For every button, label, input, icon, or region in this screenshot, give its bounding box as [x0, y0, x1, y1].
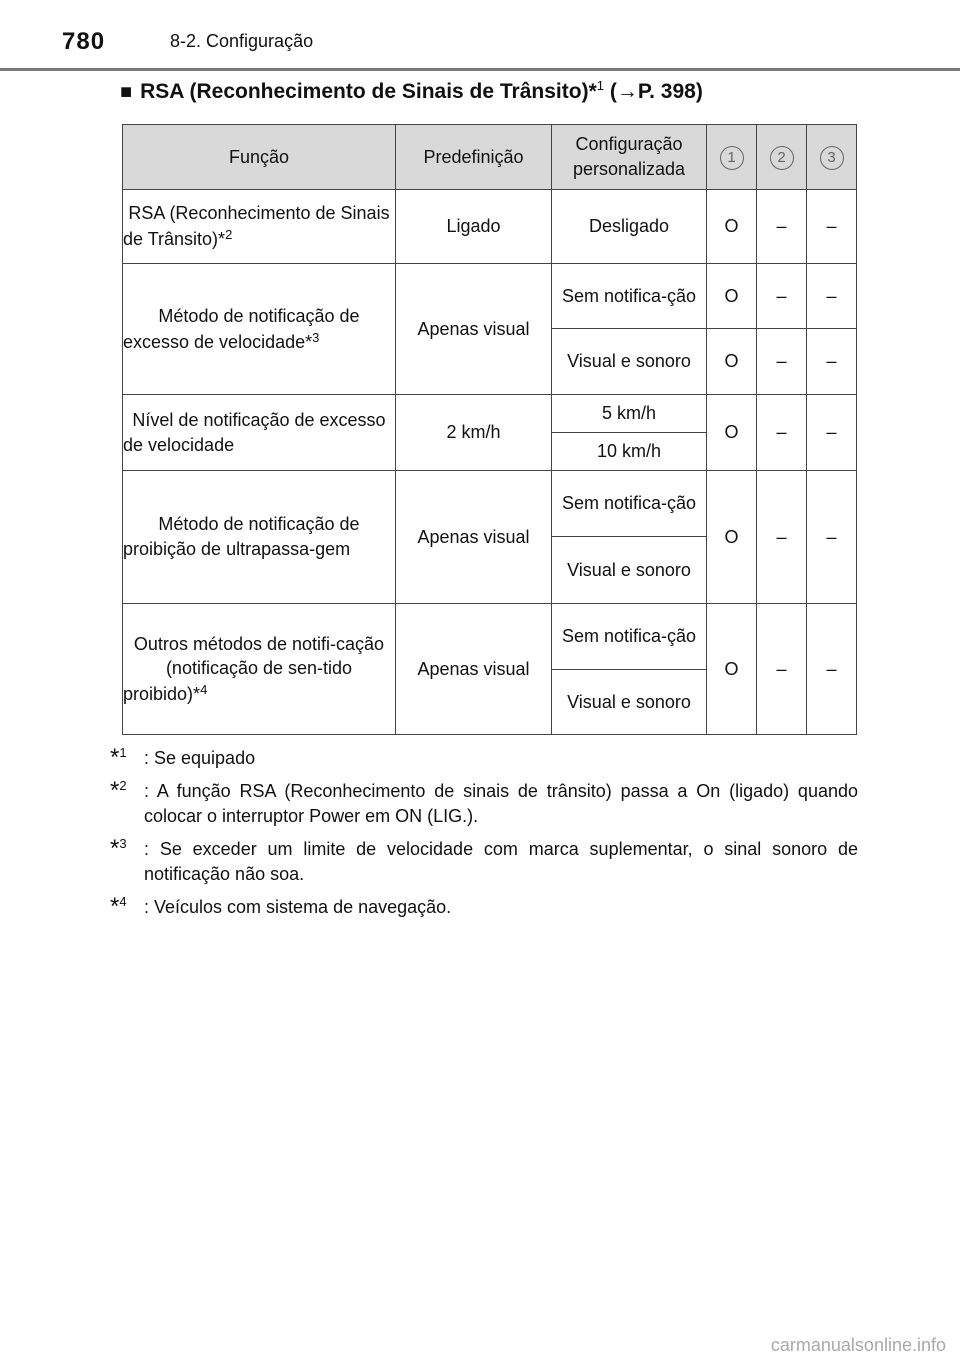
setting-1-cell: O — [707, 190, 757, 264]
row-function: Nível de notificação de excesso de velocidade — [123, 395, 396, 471]
default-value: 2 km/h — [396, 395, 552, 471]
table-row — [123, 471, 857, 537]
setting-2-cell: – — [757, 264, 807, 329]
footnote-sup: 4 — [200, 681, 208, 697]
footnote-marker — [110, 890, 127, 924]
footnote-marker — [110, 832, 127, 866]
header-setting-1 — [707, 125, 757, 190]
footnote-star: * — [110, 834, 120, 862]
footnote-sup: 3 — [312, 329, 320, 345]
function-text: Outros métodos de notifi-cação (notificação de sen-tido proibido) — [123, 633, 385, 704]
custom-value: Visual e sonoro — [552, 329, 707, 395]
header-funcao: Função — [123, 125, 396, 190]
default-value: Apenas visual — [396, 471, 552, 604]
circle-3-icon: 3 — [820, 146, 844, 170]
custom-value: Sem notifica-ção — [552, 471, 707, 537]
table-row — [123, 264, 857, 329]
setting-3-cell: – — [807, 190, 857, 264]
header-setting-3 — [807, 125, 857, 190]
section-label: 8-2. Configuração — [170, 31, 314, 51]
footnote-star: * — [110, 892, 120, 920]
setting-2-cell: – — [757, 604, 807, 735]
custom-value: Sem notifica-ção — [552, 264, 707, 329]
custom-value: 5 km/h — [552, 395, 707, 433]
heading-star: * — [588, 80, 597, 103]
footnote-text: : Se exceder um limite de velocidade com marca suplementar, o sinal sonoro de notificação não soa. — [144, 838, 858, 885]
table-row — [123, 604, 857, 670]
watermark: carmanualsonline.info — [770, 1335, 946, 1355]
default-value: Apenas visual — [396, 604, 552, 735]
header-configuracao: Configuração personalizada — [552, 125, 707, 190]
footnote-sup: 2 — [225, 227, 233, 242]
function-text: Método de notificação de excesso de velocidade — [123, 305, 360, 352]
row-function — [123, 604, 396, 735]
footnote-star: * — [218, 229, 226, 249]
setting-3-cell: – — [807, 471, 857, 604]
settings-table — [122, 124, 857, 735]
default-value: Ligado — [396, 190, 552, 264]
setting-3-cell: – — [807, 604, 857, 735]
row-function — [123, 264, 396, 395]
footnote-text: : Veículos com sistema de navegação. — [144, 896, 452, 917]
setting-2-cell: – — [757, 471, 807, 604]
footnote-star: * — [193, 683, 201, 704]
footnote-1 — [110, 746, 858, 772]
heading-title: RSA (Reconhecimento de Sinais de Trânsito) — [140, 80, 589, 103]
footnote-sup: 4 — [119, 893, 127, 909]
custom-value: 10 km/h — [552, 433, 707, 471]
footnote-star: * — [110, 744, 120, 771]
function-text: RSA (Reconhecimento de Sinais de Trânsito) — [123, 203, 390, 249]
setting-3-cell: – — [807, 329, 857, 395]
footnote-marker — [110, 741, 127, 775]
custom-value: Desligado — [552, 190, 707, 264]
square-bullet-icon: ■ — [120, 81, 133, 103]
header-predefinicao: Predefinição — [396, 125, 552, 190]
setting-1-cell: O — [707, 604, 757, 735]
setting-2-cell: – — [757, 329, 807, 395]
footnote-marker — [110, 774, 127, 808]
footnote-text: : Se equipado — [144, 748, 256, 768]
table-row — [123, 395, 857, 433]
heading-sup: 1 — [596, 78, 604, 93]
footnote-sup: 1 — [119, 745, 127, 760]
table-row — [123, 190, 857, 264]
setting-2-cell: – — [757, 190, 807, 264]
setting-3-cell: – — [807, 395, 857, 471]
circle-1-icon: 1 — [720, 146, 744, 170]
footnote-star: * — [110, 776, 120, 804]
footnote-sup: 2 — [119, 777, 127, 793]
setting-3-cell: – — [807, 264, 857, 329]
page-header — [0, 0, 960, 71]
header-setting-2 — [757, 125, 807, 190]
footnote-text: : A função RSA (Reconhecimento de sinais de trânsito) passa a On (ligado) quando colocar o interruptor Power em ON (LIG.). — [144, 780, 858, 827]
row-function: Método de notificação de proibição de ultrapassa-gem — [123, 471, 396, 604]
page-number: 780 — [62, 28, 106, 55]
custom-value: Visual e sonoro — [552, 537, 707, 604]
page-reference-link[interactable]: (→P. 398) — [609, 80, 703, 103]
setting-1-cell: O — [707, 264, 757, 329]
section-heading — [120, 78, 703, 104]
default-value: Apenas visual — [396, 264, 552, 395]
footnote-2 — [110, 776, 858, 830]
custom-value: Sem notifica-ção — [552, 604, 707, 670]
footnote-4 — [110, 892, 858, 921]
circle-2-icon: 2 — [770, 146, 794, 170]
footnote-sup: 3 — [119, 835, 127, 851]
row-function — [123, 190, 396, 264]
table-header-row — [123, 125, 857, 190]
setting-1-cell: O — [707, 471, 757, 604]
setting-1-cell: O — [707, 329, 757, 395]
footnote-star: * — [305, 331, 313, 352]
setting-1-cell: O — [707, 395, 757, 471]
setting-2-cell: – — [757, 395, 807, 471]
footnote-3 — [110, 834, 858, 888]
custom-value: Visual e sonoro — [552, 670, 707, 735]
footnotes — [110, 746, 858, 927]
